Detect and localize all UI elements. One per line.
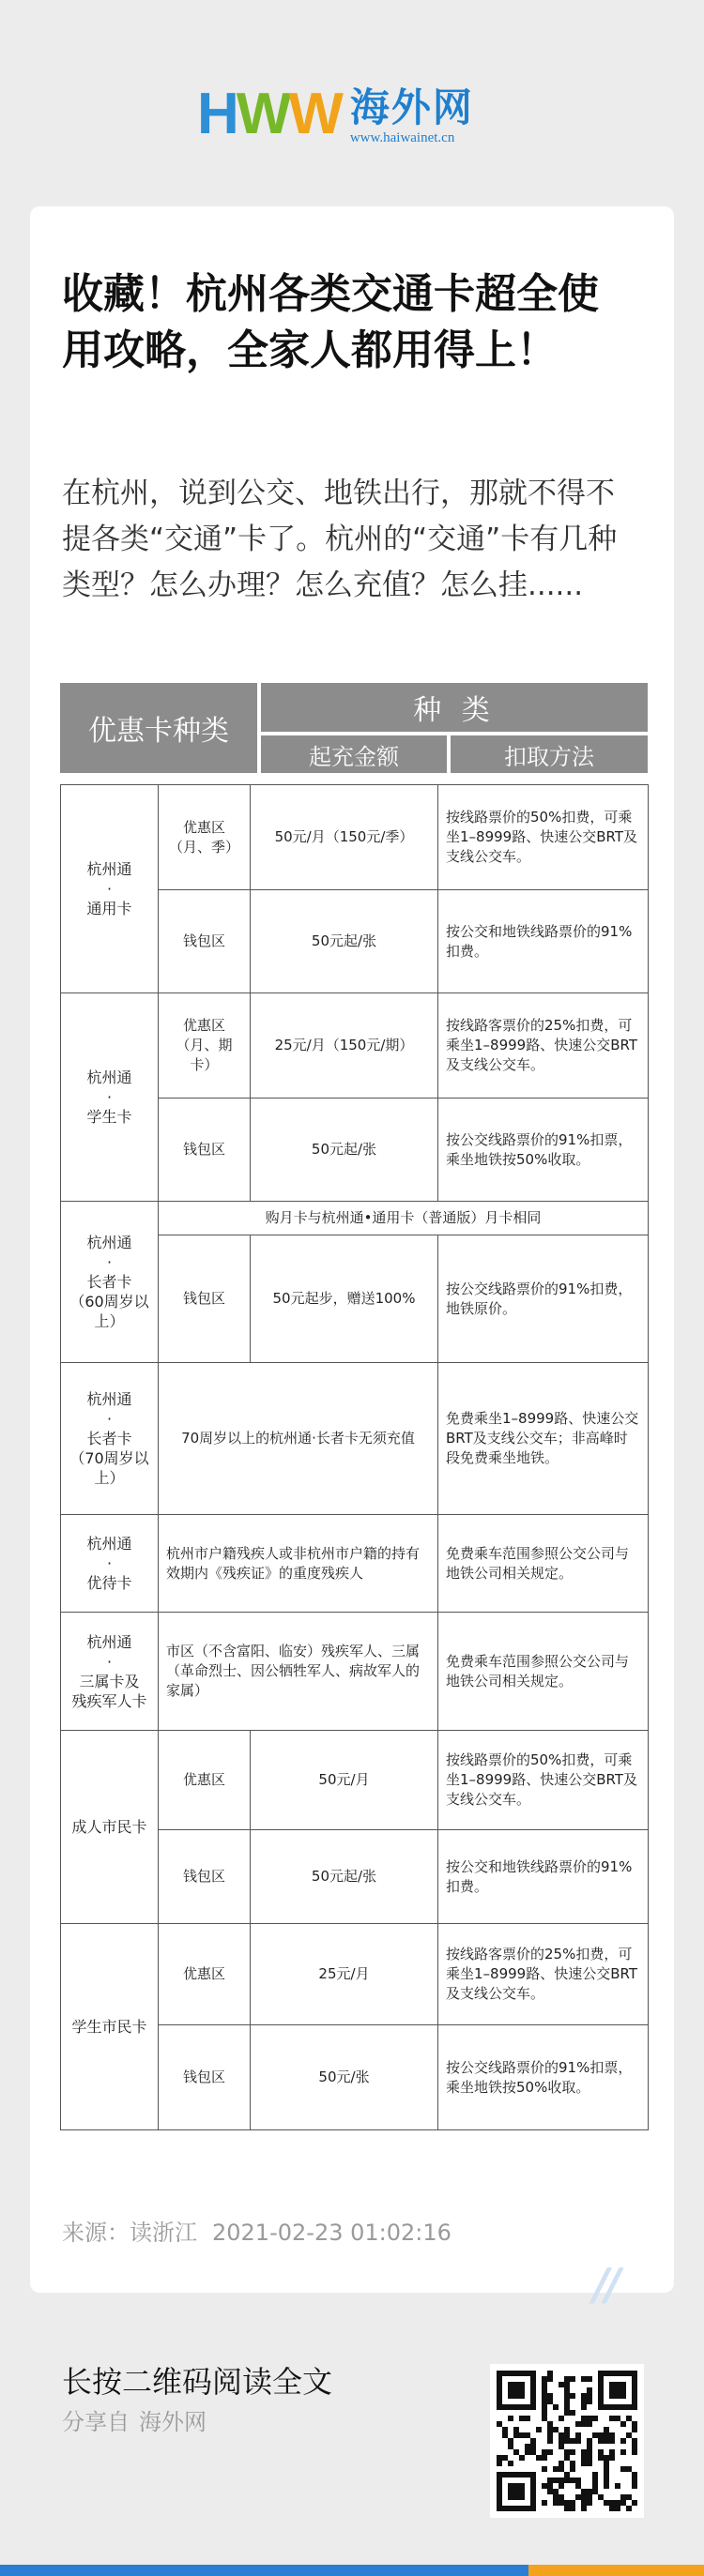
deduction-rule: 按线路票价的50%扣费，可乘坐1–8999路、快速公交BRT及支线公交车。 xyxy=(438,785,649,890)
logo-name: 海外网 xyxy=(349,84,474,130)
eligibility-note: 市区（不含富阳、临安）残疾军人、三属（革命烈士、因公牺牲军人、病故军人的家属） xyxy=(159,1613,438,1731)
footer-title: 长按二维码阅读全文 xyxy=(62,2364,333,2400)
zone-type: 钱包区 xyxy=(159,1830,251,1924)
header xyxy=(0,0,704,206)
recharge-amount: 50元/月（150元/季） xyxy=(251,785,438,890)
card-name: 成人市民卡 xyxy=(61,1731,159,1924)
zone-type: 优惠区 xyxy=(159,1731,251,1830)
table-row xyxy=(61,1363,649,1515)
recharge-amount: 25元/月（150元/期） xyxy=(251,993,438,1099)
article-card xyxy=(30,206,674,2310)
zone-type: 钱包区 xyxy=(159,2025,251,2130)
zone-type: 优惠区 xyxy=(159,1924,251,2025)
article-title: 收藏！杭州各类交通卡超全使用攻略，全家人都用得上！ xyxy=(62,270,599,374)
fare-table xyxy=(60,784,649,2130)
deduction-rule: 免费乘车范围参照公交公司与地铁公司相关规定。 xyxy=(438,1515,649,1613)
table-header xyxy=(60,683,648,777)
deduction-rule: 按公交线路票价的91%扣票，乘坐地铁按50%收取。 xyxy=(438,2025,649,2130)
deduction-rule: 按公交和地铁线路票价的91%扣费。 xyxy=(438,1830,649,1924)
quote-mark-icon: // xyxy=(593,2259,618,2310)
recharge-amount: 50元/张 xyxy=(251,2025,438,2130)
logo-url: www.haiwainet.cn xyxy=(349,130,455,145)
recharge-amount: 50元/月 xyxy=(251,1731,438,1830)
deduction-rule: 按线路客票价的25%扣费，可乘坐1–8999路、快速公交BRT及支线公交车。 xyxy=(438,993,649,1099)
logo-hww: HWW xyxy=(197,82,341,146)
qr-code-icon xyxy=(490,2364,644,2518)
card-name: 杭州通 · 优待卡 xyxy=(61,1515,159,1613)
table-row xyxy=(61,1515,649,1613)
zone-type: 优惠区 （月、季） xyxy=(159,785,251,890)
transit-card-table-image xyxy=(60,683,648,2130)
deduction-rule: 按线路客票价的25%扣费，可乘坐1–8999路、快速公交BRT及支线公交车。 xyxy=(438,1924,649,2025)
header-min-recharge: 起充金额 xyxy=(261,735,447,773)
share-prefix: 分享自 xyxy=(62,2409,130,2435)
source-label: 来源：读浙江 xyxy=(62,2220,197,2246)
deduction-rule: 免费乘坐1–8999路、快速公交BRT及支线公交车；非高峰时段免费乘坐地铁。 xyxy=(438,1363,649,1515)
recharge-amount: 50元起/张 xyxy=(251,1830,438,1924)
table-row xyxy=(61,993,649,1099)
eligibility-note: 70周岁以上的杭州通·长者卡无须充值 xyxy=(159,1363,438,1515)
header-card-type: 优惠卡种类 xyxy=(60,683,257,773)
card-name: 学生市民卡 xyxy=(61,1924,159,2130)
recharge-amount: 50元起/张 xyxy=(251,890,438,993)
table-row xyxy=(61,1924,649,2025)
deduction-rule: 按公交和地铁线路票价的91%扣费。 xyxy=(438,890,649,993)
table-row xyxy=(61,1731,649,1830)
qr-code[interactable] xyxy=(490,2364,644,2518)
deduction-rule: 免费乘车范围参照公交公司与地铁公司相关规定。 xyxy=(438,1613,649,1731)
article-source xyxy=(62,2214,467,2247)
haiwainet-logo[interactable] xyxy=(197,82,474,146)
zone-type: 钱包区 xyxy=(159,890,251,993)
card-name: 杭州通 · 学生卡 xyxy=(61,993,159,1202)
deduction-rule: 按公交线路票价的91%扣票，乘坐地铁按50%收取。 xyxy=(438,1099,649,1202)
bottom-accent-bar xyxy=(0,2565,704,2576)
accent-blue xyxy=(0,2565,528,2576)
article-excerpt: 在杭州，说到公交、地铁出行，那就不得不提各类“交通”卡了。杭州的“交通”卡有几种类型？怎么办理？怎么充值？怎么挂...... xyxy=(62,477,618,602)
accent-orange xyxy=(528,2565,704,2576)
table-row xyxy=(61,1613,649,1731)
publish-datetime: 2021-02-23 01:02:16 xyxy=(212,2220,451,2246)
recharge-amount: 50元起/张 xyxy=(251,1099,438,1202)
share-brand: 海外网 xyxy=(139,2409,207,2435)
footer-share xyxy=(62,2403,207,2436)
zone-type: 钱包区 xyxy=(159,1235,251,1363)
zone-type: 钱包区 xyxy=(159,1099,251,1202)
card-name: 杭州通 · 长者卡 （60周岁以上） xyxy=(61,1202,159,1363)
table-row xyxy=(61,785,649,890)
recharge-amount: 50元起步，赠送100% xyxy=(251,1235,438,1363)
card-name: 杭州通 · 通用卡 xyxy=(61,785,159,993)
recharge-amount: 25元/月 xyxy=(251,1924,438,2025)
deduction-rule: 按公交线路票价的91%扣费，地铁原价。 xyxy=(438,1235,649,1363)
header-category: 种 类 xyxy=(261,683,648,732)
card-name: 杭州通 · 三属卡及 残疾军人卡 xyxy=(61,1613,159,1731)
zone-type: 优惠区 （月、期卡） xyxy=(159,993,251,1099)
card-name: 杭州通 · 长者卡 （70周岁以上） xyxy=(61,1363,159,1515)
deduction-rule: 按线路票价的50%扣费，可乘坐1–8999路、快速公交BRT及支线公交车。 xyxy=(438,1731,649,1830)
header-deduction: 扣取方法 xyxy=(451,735,648,773)
monthly-card-note: 购月卡与杭州通•通用卡（普通版）月卡相同 xyxy=(159,1202,649,1235)
table-row xyxy=(61,1202,649,1235)
eligibility-note: 杭州市户籍残疾人或非杭州市户籍的持有效期内《残疾证》的重度残疾人 xyxy=(159,1515,438,1613)
